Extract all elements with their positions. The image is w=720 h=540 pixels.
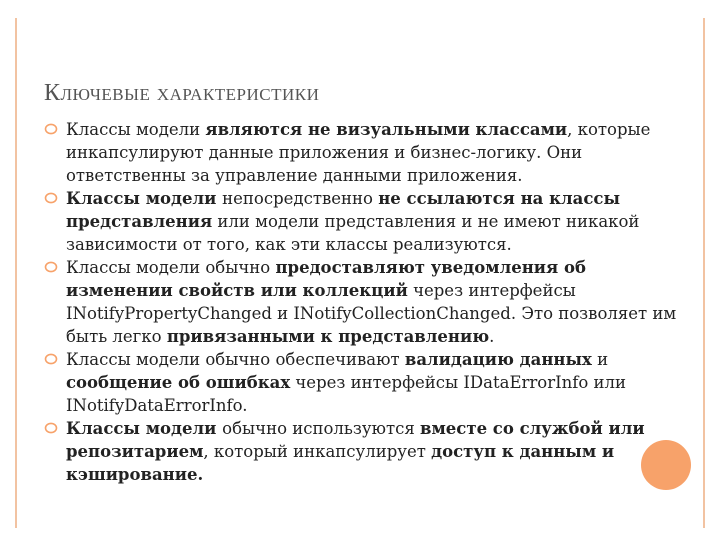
bullet-bold-text: Классы модели xyxy=(66,419,223,438)
bullet-item xyxy=(44,256,694,348)
ring-bullet-icon xyxy=(44,422,60,436)
bullet-bold-text: вместе со службой или репозитарием xyxy=(66,419,645,461)
bullet-text: Классы модели xyxy=(66,120,206,139)
bullet-bold-text: доступ к данным и кэширование. xyxy=(66,442,615,484)
bullet-bold-text: сообщение об ошибках xyxy=(66,373,291,392)
bullet-text: . xyxy=(489,327,495,346)
ring-bullet-icon xyxy=(44,353,60,367)
bullet-text: через интерфейсы IDataErrorInfo или INotifyDataErrorInfo. xyxy=(66,373,626,415)
bullet-text: , которые инкапсулируют данные приложения и бизнес-логику. Они ответственны за управление данными приложения. xyxy=(66,120,651,185)
bullet-text: обычно используются xyxy=(222,419,420,438)
decorative-circle xyxy=(641,440,691,490)
bullet-text: непосредственно xyxy=(222,189,379,208)
bullet-bold-text: являются не визуальными классами xyxy=(205,120,568,139)
bullet-text: Классы модели обычно обеспечивают xyxy=(66,350,405,369)
bullet-text: через интерфейсы INotifyPropertyChanged и INotifyCollectionChanged. Это позволяет им быть легко xyxy=(66,281,677,346)
bullet-bold-text: валидацию данных xyxy=(404,350,592,369)
ring-bullet-icon xyxy=(44,261,60,275)
bullet-bold-text: Классы модели xyxy=(66,189,223,208)
bullet-list xyxy=(44,118,694,486)
bullet-item xyxy=(44,187,694,256)
bullet-text: Классы модели обычно xyxy=(66,258,276,277)
ring-bullet-icon xyxy=(44,123,60,137)
ring-bullet-icon xyxy=(44,192,60,206)
bullet-item xyxy=(44,348,694,417)
bullet-text: , который инкапсулирует xyxy=(203,442,432,461)
bullet-bold-text: привязанными к представлению xyxy=(166,327,490,346)
bullet-bold-text: предоставляют уведомления об изменении свойств или коллекций xyxy=(66,258,586,300)
bullet-text: и xyxy=(591,350,609,369)
bullet-text: или модели представления и не имеют никакой зависимости от того, как эти классы реализуются. xyxy=(66,212,640,254)
bullet-item xyxy=(44,417,694,486)
bullet-bold-text: не ссылаются на классы представления xyxy=(66,189,620,231)
slide-title: Ключевые характеристики xyxy=(44,80,320,106)
bullet-item xyxy=(44,118,694,187)
